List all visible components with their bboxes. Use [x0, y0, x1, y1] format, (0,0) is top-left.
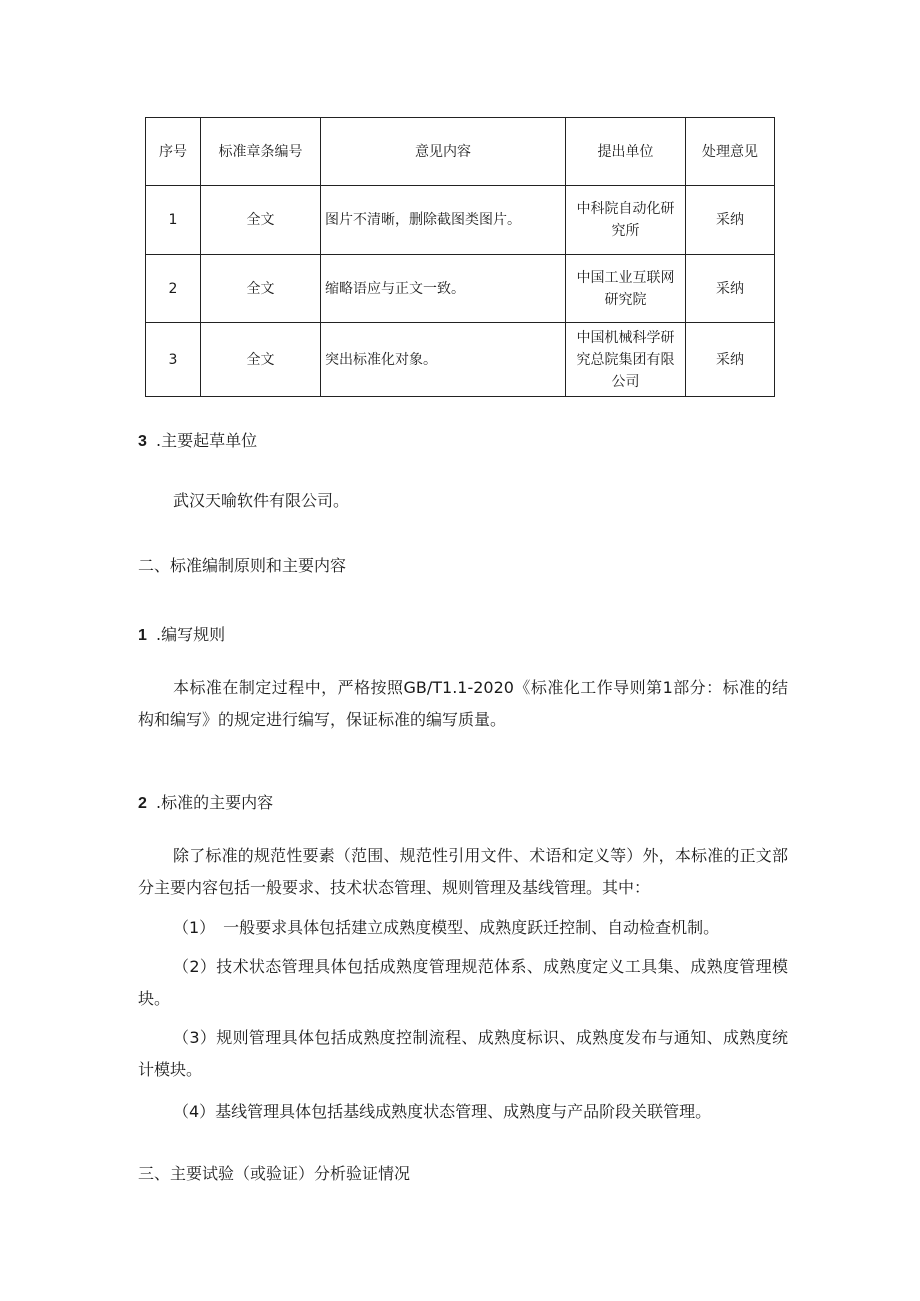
list-item-baseline-management: （4）基线管理具体包括基线成熟度状态管理、成熟度与产品阶段关联管理。 — [173, 1102, 712, 1121]
table-row — [146, 186, 775, 255]
list-item-config-management: （2）技术状态管理具体包括成熟度管理规范体系、成熟度定义工具集、成熟度管理模块。 — [138, 957, 788, 1008]
cell-result: 采纳 — [686, 186, 775, 255]
cell-serial: 3 — [146, 323, 201, 397]
header-content: 意见内容 — [321, 118, 566, 186]
cell-content: 缩略语应与正文一致。 — [321, 255, 566, 323]
heading-part-two: 二、标准编制原则和主要内容 — [138, 556, 347, 575]
opinions-table — [145, 117, 775, 397]
header-result: 处理意见 — [686, 118, 775, 186]
cell-unit: 中科院自动化研究所 — [566, 186, 686, 255]
heading-part-three: 三、主要试验（或验证）分析验证情况 — [138, 1164, 411, 1183]
drafting-unit-text: 武汉天喻软件有限公司。 — [173, 491, 350, 510]
table-row — [146, 255, 775, 323]
main-content-paragraph: 除了标准的规范性要素（范围、规范性引用文件、术语和定义等）外，本标准的正文部分主要内容包括一般要求、技术状态管理、规则管理及基线管理。其中： — [138, 846, 788, 897]
heading-writing-rules: 1 .编写规则 — [138, 625, 226, 644]
header-unit: 提出单位 — [566, 118, 686, 186]
heading-main-content: 2 .标准的主要内容 — [138, 793, 274, 812]
header-serial: 序号 — [146, 118, 201, 186]
cell-result: 采纳 — [686, 255, 775, 323]
cell-clause: 全文 — [201, 323, 321, 397]
cell-serial: 1 — [146, 186, 201, 255]
cell-unit: 中国机械科学研究总院集团有限公司 — [566, 323, 686, 397]
table-row — [146, 323, 775, 397]
writing-rules-paragraph: 本标准在制定过程中，严格按照GB/T1.1-2020《标准化工作导则第1部分：标准的结构和编写》的规定进行编写，保证标准的编写质量。 — [138, 678, 788, 729]
cell-content: 突出标准化对象。 — [321, 323, 566, 397]
cell-clause: 全文 — [201, 255, 321, 323]
heading-main-drafting-unit: 3 .主要起草单位 — [138, 431, 258, 450]
cell-serial: 2 — [146, 255, 201, 323]
list-item-general: （1） 一般要求具体包括建立成熟度模型、成熟度跃迁控制、自动检查机制。 — [173, 918, 720, 937]
cell-clause: 全文 — [201, 186, 321, 255]
cell-result: 采纳 — [686, 323, 775, 397]
cell-unit: 中国工业互联网研究院 — [566, 255, 686, 323]
table-header-row — [146, 118, 775, 186]
header-clause: 标准章条编号 — [201, 118, 321, 186]
list-item-rule-management: （3）规则管理具体包括成熟度控制流程、成熟度标识、成熟度发布与通知、成熟度统计模块。 — [138, 1028, 788, 1079]
cell-content: 图片不清晰，删除截图类图片。 — [321, 186, 566, 255]
